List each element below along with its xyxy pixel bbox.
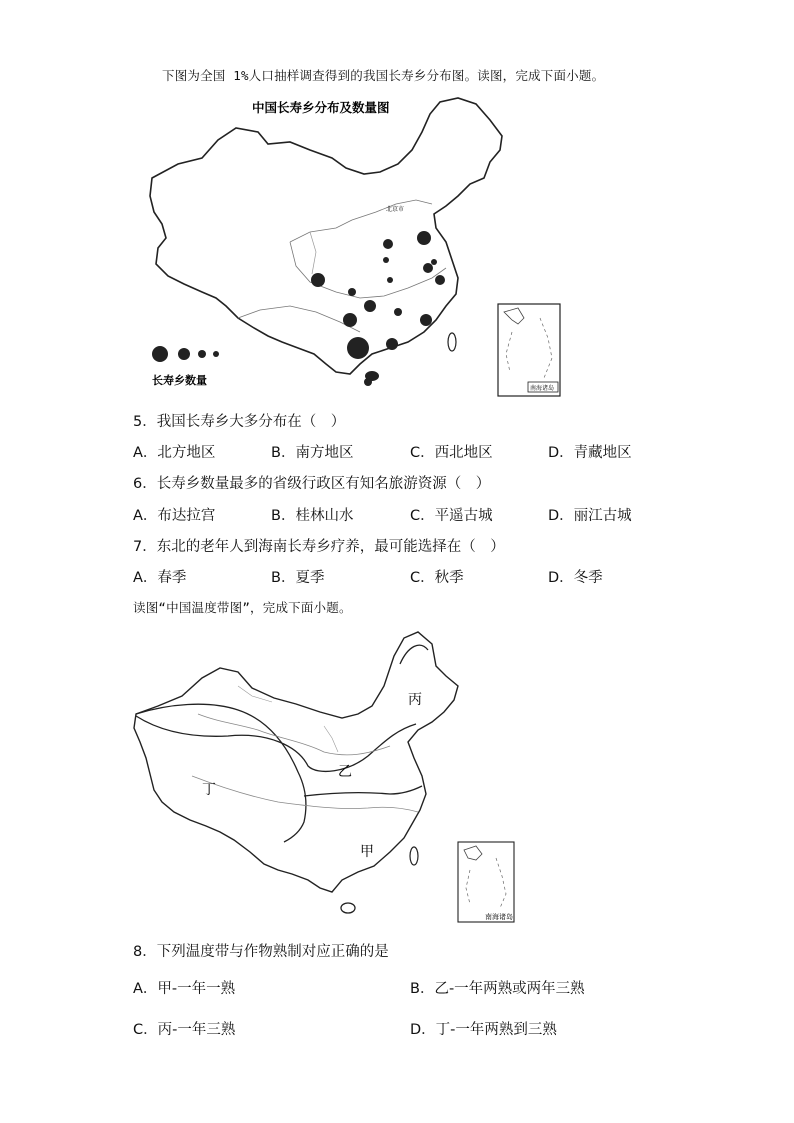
map1-title: 中国长寿乡分布及数量图 (252, 101, 390, 115)
q6-option-a[interactable]: A．布达拉宫 (133, 508, 216, 524)
q8-option-b[interactable]: B．乙-一年两熟或两年三熟 (410, 981, 585, 997)
dot (420, 314, 432, 326)
q6-option-b[interactable]: B．桂林山水 (271, 508, 354, 524)
q7-option-a[interactable]: A．春季 (133, 570, 187, 586)
dot (311, 273, 325, 287)
question-6-stem: 6．长寿乡数量最多的省级行政区有知名旅游资源（ ） (133, 476, 491, 492)
q7-option-c[interactable]: C．秋季 (410, 570, 464, 586)
dot (386, 338, 398, 350)
q5-option-c[interactable]: C．西北地区 (410, 445, 493, 461)
zone-boundary (304, 786, 422, 796)
q5-option-d[interactable]: D．青藏地区 (548, 445, 632, 461)
q8-option-a[interactable]: A．甲-一年一熟 (133, 981, 236, 997)
zone-boundary (136, 704, 306, 842)
q6-option-c[interactable]: C．平遥古城 (410, 508, 493, 524)
inset-label-2: 南海诸岛 (485, 913, 513, 921)
longevity-map (140, 92, 580, 402)
dot (417, 231, 431, 245)
question-5-stem: 5．我国长寿乡大多分布在（ ） (133, 414, 346, 430)
dot (387, 277, 393, 283)
zone-label-yi: 乙 (338, 764, 352, 780)
dot (348, 288, 356, 296)
intro-text-1: 下图为全国 1%人口抽样调查得到的我国长寿乡分布图。读图，完成下面小题。 (162, 68, 605, 83)
question-7-stem: 7．东北的老年人到海南长寿乡疗养，最可能选择在（ ） (133, 539, 505, 555)
dot (423, 263, 433, 273)
china-outline (150, 98, 502, 374)
zone-label-jia: 甲 (360, 844, 374, 860)
inset-label-1: 南海诸岛 (530, 385, 555, 392)
dot (343, 313, 357, 327)
zone-boundary (136, 716, 416, 771)
zone-label-bing: 丙 (408, 692, 422, 708)
dot (383, 257, 389, 263)
zone-boundary (400, 645, 428, 664)
q8-option-c[interactable]: C．丙-一年三熟 (133, 1022, 236, 1038)
q7-option-b[interactable]: B．夏季 (271, 570, 325, 586)
dot (435, 275, 445, 285)
dot (347, 337, 369, 359)
dot (364, 300, 376, 312)
china-outline-2 (134, 632, 458, 892)
longevity-dots (311, 231, 445, 386)
q8-option-d[interactable]: D．丁-一年两熟到三熟 (410, 1022, 557, 1038)
dot (364, 378, 372, 386)
dot (394, 308, 402, 316)
q5-option-b[interactable]: B．南方地区 (271, 445, 354, 461)
beijing-label: 北京市 (386, 206, 405, 213)
question-8-stem: 8．下列温度带与作物熟制对应正确的是 (133, 944, 389, 960)
q5-option-a[interactable]: A．北方地区 (133, 445, 216, 461)
temperature-zone-map (128, 626, 528, 926)
q7-option-d[interactable]: D．冬季 (548, 570, 603, 586)
intro-text-2: 读图“中国温度带图”，完成下面小题。 (133, 600, 352, 615)
q6-option-d[interactable]: D．丽江古城 (548, 508, 632, 524)
map1-legend (152, 346, 219, 362)
dot (431, 259, 437, 265)
zone-label-ding: 丁 (202, 782, 216, 798)
dot (383, 239, 393, 249)
legend-label: 长寿乡数量 (152, 374, 207, 387)
